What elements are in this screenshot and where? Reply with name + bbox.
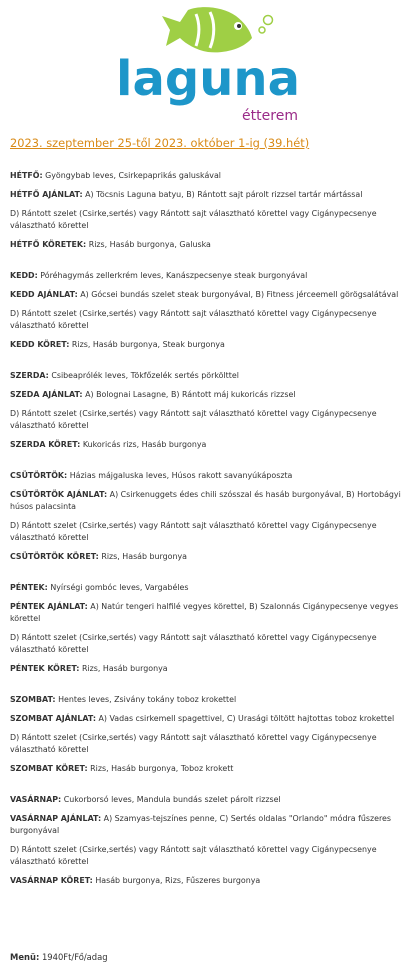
menu-line-text: A) Bolognai Lasagne, B) Rántott máj kukoricás rizzsel [82,390,296,399]
menu-line [10,794,406,806]
menu-line [10,489,406,513]
menu-line-label: HÉTFŐ AJÁNLAT: [10,190,83,199]
menu-line-text: Rizs, Hasáb burgonya, Toboz krokett [87,764,234,773]
menu-line-text: Cukorborsó leves, Mandula bundás szelet párolt rizzsel [61,795,281,804]
menu-line-text: Hentes leves, Zsivány tokány toboz krokettel [55,695,237,704]
price-label: Menü: [10,952,40,962]
menu-line [10,844,406,868]
menu-line [10,170,406,182]
menu-line-text: D) Rántott szelet (Csirke,sertés) vagy Rántott sajt választható körettel vagy Cigánypecsenye választható körettel [10,521,377,542]
menu-line-label: SZOMBAT: [10,695,56,704]
day-section [10,582,406,675]
menu-line [10,289,406,301]
menu-line [10,713,406,725]
menu-line [10,470,406,482]
menu-line [10,308,406,332]
menu-line-label: CSÜTÖRTÖK AJÁNLAT: [10,490,108,499]
menu-line-label: HÉTFŐ KÖRETEK: [10,240,87,249]
menu-line [10,632,406,656]
menu-line-label: SZEDA AJÁNLAT: [10,390,83,399]
menu-line-text: Rizs, Hasáb burgonya [98,552,187,561]
menu-line-text: A) Gócsei bundás szelet steak burgonyával, B) Fitness jérceemell görögsalátával [77,290,399,299]
day-spacer [10,682,406,694]
daily-menu [10,170,406,894]
menu-line-text: Csibeaprólék leves, Tökfőzelék sertés pörkölttel [48,371,239,380]
menu-line-label: KEDD KÖRET: [10,340,70,349]
logo-subtitle: étterem [242,108,298,124]
menu-line [10,389,406,401]
day-spacer [10,570,406,582]
menu-line [10,875,406,887]
menu-line [10,189,406,201]
menu-line-text: D) Rántott szelet (Csirke,sertés) vagy Rántott sajt választható körettel vagy Cigánypecsenye választható körettel [10,845,377,866]
menu-line-label: HÉTFŐ: [10,171,43,180]
menu-line-label: SZOMBAT KÖRET: [10,764,88,773]
day-section [10,794,406,887]
menu-line-text: D) Rántott szelet (Csirke,sertés) vagy Rántott sajt választható körettel vagy Cigánypecsenye választható körettel [10,209,377,230]
menu-line-text: Póréhagymás zellerkrém leves, Kanászpecsenye steak burgonyával [37,271,308,280]
menu-line-text: Rizs, Hasáb burgonya, Steak burgonya [69,340,225,349]
laguna-logo [0,0,416,128]
menu-line-label: VASÁRNAP AJÁNLAT: [10,814,102,823]
menu-line-text: Gyöngybab leves, Csirkepaprikás galuskával [42,171,221,180]
menu-line-text: A) Natúr tengeri halfilé vegyes körettel, B) Szalonnás Cigánypecsenye vegyes körettel [10,602,399,623]
menu-line-label: VASÁRNAP: [10,795,62,804]
menu-line-text: Nyírségi gombóc leves, Vargabéles [47,583,189,592]
day-spacer [10,458,406,470]
menu-line [10,208,406,232]
menu-line-label: KEDD: [10,271,38,280]
menu-line-label: SZERDA KÖRET: [10,440,81,449]
day-section [10,170,406,251]
menu-line-label: KEDD AJÁNLAT: [10,290,78,299]
menu-line-label: VASÁRNAP KÖRET: [10,876,93,885]
menu-line [10,813,406,837]
menu-line [10,339,406,351]
menu-line-text: A) Szamyas-tejszínes penne, C) Sertés oldalas "Orlando" módra fűszeres burgonyával [10,814,391,835]
menu-line-text: A) Töcsnis Laguna batyu, B) Rántott sajt párolt rizzsel tartár mártással [82,190,363,199]
menu-line [10,582,406,594]
menu-line-label: CSÜTÖRTÖK: [10,471,68,480]
menu-line [10,520,406,544]
menu-line [10,239,406,251]
menu-line [10,551,406,563]
menu-line-label: PÉNTEK AJÁNLAT: [10,602,88,611]
menu-line [10,763,406,775]
menu-line [10,408,406,432]
day-spacer [10,782,406,794]
fish-icon [162,7,273,52]
menu-line [10,370,406,382]
price-value: 1940Ft/Fő/adag [39,952,108,962]
menu-line-text: Rizs, Hasáb burgonya [79,664,168,673]
menu-line-label: CSÜTÖRTÖK KÖRET: [10,552,99,561]
day-section [10,694,406,775]
menu-line [10,663,406,675]
day-section [10,270,406,351]
menu-line-text: D) Rántott szelet (Csirke,sertés) vagy Rántott sajt választható körettel vagy Cigánypecsenye választható körettel [10,309,377,330]
menu-price [10,952,108,962]
menu-line [10,439,406,451]
week-title[interactable]: 2023. szeptember 25-től 2023. október 1-ig (39.hét) [10,136,310,150]
menu-line [10,732,406,756]
menu-line-text: D) Rántott szelet (Csirke,sertés) vagy Rántott sajt választható körettel vagy Cigánypecsenye választható körettel [10,409,377,430]
day-spacer [10,258,406,270]
menu-line-text: Kukoricás rizs, Hasáb burgonya [80,440,207,449]
menu-line-text: Házias májgaluska leves, Húsos rakott savanyúkáposzta [67,471,293,480]
menu-line-label: PÉNTEK: [10,583,48,592]
menu-line-text: A) Csirkenuggets édes chili szósszal és hasáb burgonyával, B) Hortobágyi húsos palacsinta [10,490,401,511]
day-section [10,470,406,563]
logo-word: laguna [116,51,300,107]
menu-line-text: Rizs, Hasáb burgonya, Galuska [86,240,211,249]
menu-line-text: A) Vadas csirkemell spagettivel, C) Urasági töltött hajtottas toboz krokettel [95,714,395,723]
menu-line-text: D) Rántott szelet (Csirke,sertés) vagy Rántott sajt választható körettel vagy Cigánypecsenye választható körettel [10,633,377,654]
menu-line [10,694,406,706]
menu-line-text: Hasáb burgonya, Rizs, Fűszeres burgonya [92,876,261,885]
menu-line-label: PÉNTEK KÖRET: [10,664,80,673]
menu-line [10,270,406,282]
day-section [10,370,406,451]
menu-line-label: SZERDA: [10,371,49,380]
menu-line-label: SZOMBAT AJÁNLAT: [10,714,96,723]
menu-line [10,601,406,625]
menu-line-text: D) Rántott szelet (Csirke,sertés) vagy Rántott sajt választható körettel vagy Cigánypecsenye választható körettel [10,733,377,754]
day-spacer [10,358,406,370]
